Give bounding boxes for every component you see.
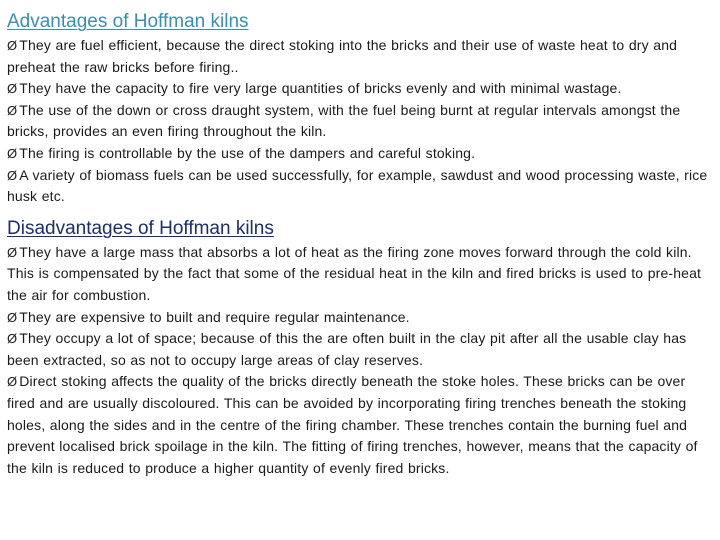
disadvantage-text: They occupy a lot of space; because of this the are often built in the clay pit after all the usable clay has been extracted, so as not to occupy large areas of clay reserves. <box>7 330 687 368</box>
arrow-bullet-icon: Ø <box>7 167 18 183</box>
disadvantage-text: Direct stoking affects the quality of the bricks directly beneath the stoke holes. These bricks can be over fired and are usually discoloured. This can be avoided by incorporating firing trenches beneath the stoking holes, along the sides and in the centre of the firing chamber. These trenches contain the burning fuel and prevent localised brick spoilage in the kiln. The fitting of firing trenches, however, means that the capacity of the kiln is reduced to produce a higher quantity of evenly fired bricks. <box>7 373 698 476</box>
advantage-item <box>7 78 715 100</box>
advantage-text: The use of the down or cross draught system, with the fuel being burnt at regular intervals amongst the bricks, provides an even firing throughout the kiln. <box>7 101 681 140</box>
advantage-text: The firing is controllable by the use of the dampers and careful stoking. <box>19 144 476 161</box>
arrow-bullet-icon: Ø <box>7 102 18 118</box>
disadvantage-item <box>7 371 715 479</box>
disadvantage-item <box>7 242 715 307</box>
disadvantage-text: They are expensive to built and require regular maintenance. <box>19 308 410 325</box>
disadvantages-heading: Disadvantages of Hoffman kilns <box>7 217 274 239</box>
disadvantage-item <box>7 328 715 371</box>
arrow-bullet-icon: Ø <box>7 145 18 161</box>
advantage-item <box>7 165 715 208</box>
advantage-text: A variety of biomass fuels can be used successfully, for example, sawdust and wood processing waste, rice husk etc. <box>7 166 708 205</box>
slide-content <box>7 9 715 479</box>
advantage-item <box>7 35 715 78</box>
arrow-bullet-icon: Ø <box>7 81 18 97</box>
arrow-bullet-icon: Ø <box>7 38 18 53</box>
advantage-text: They are fuel efficient, because the direct stoking into the bricks and their use of waste heat to dry and preheat the raw bricks before firing.. <box>7 37 678 75</box>
arrow-bullet-icon: Ø <box>7 309 18 325</box>
disadvantage-item <box>7 307 715 329</box>
advantage-text: They have the capacity to fire very large quantities of bricks evenly and with minimal wastage. <box>19 80 622 97</box>
advantage-item <box>7 100 715 143</box>
arrow-bullet-icon: Ø <box>7 374 18 390</box>
advantages-list <box>7 35 715 208</box>
advantages-heading: Advantages of Hoffman kilns <box>7 11 249 32</box>
advantage-item <box>7 143 715 165</box>
arrow-bullet-icon: Ø <box>7 331 18 347</box>
disadvantages-list <box>7 242 715 480</box>
disadvantage-text: They have a large mass that absorbs a lot of heat as the firing zone moves forward through the cold kiln. This is compensated by the fact that some of the residual heat in the kiln and fired bricks is used to pre-heat the air for combustion. <box>7 243 702 303</box>
arrow-bullet-icon: Ø <box>7 244 18 260</box>
